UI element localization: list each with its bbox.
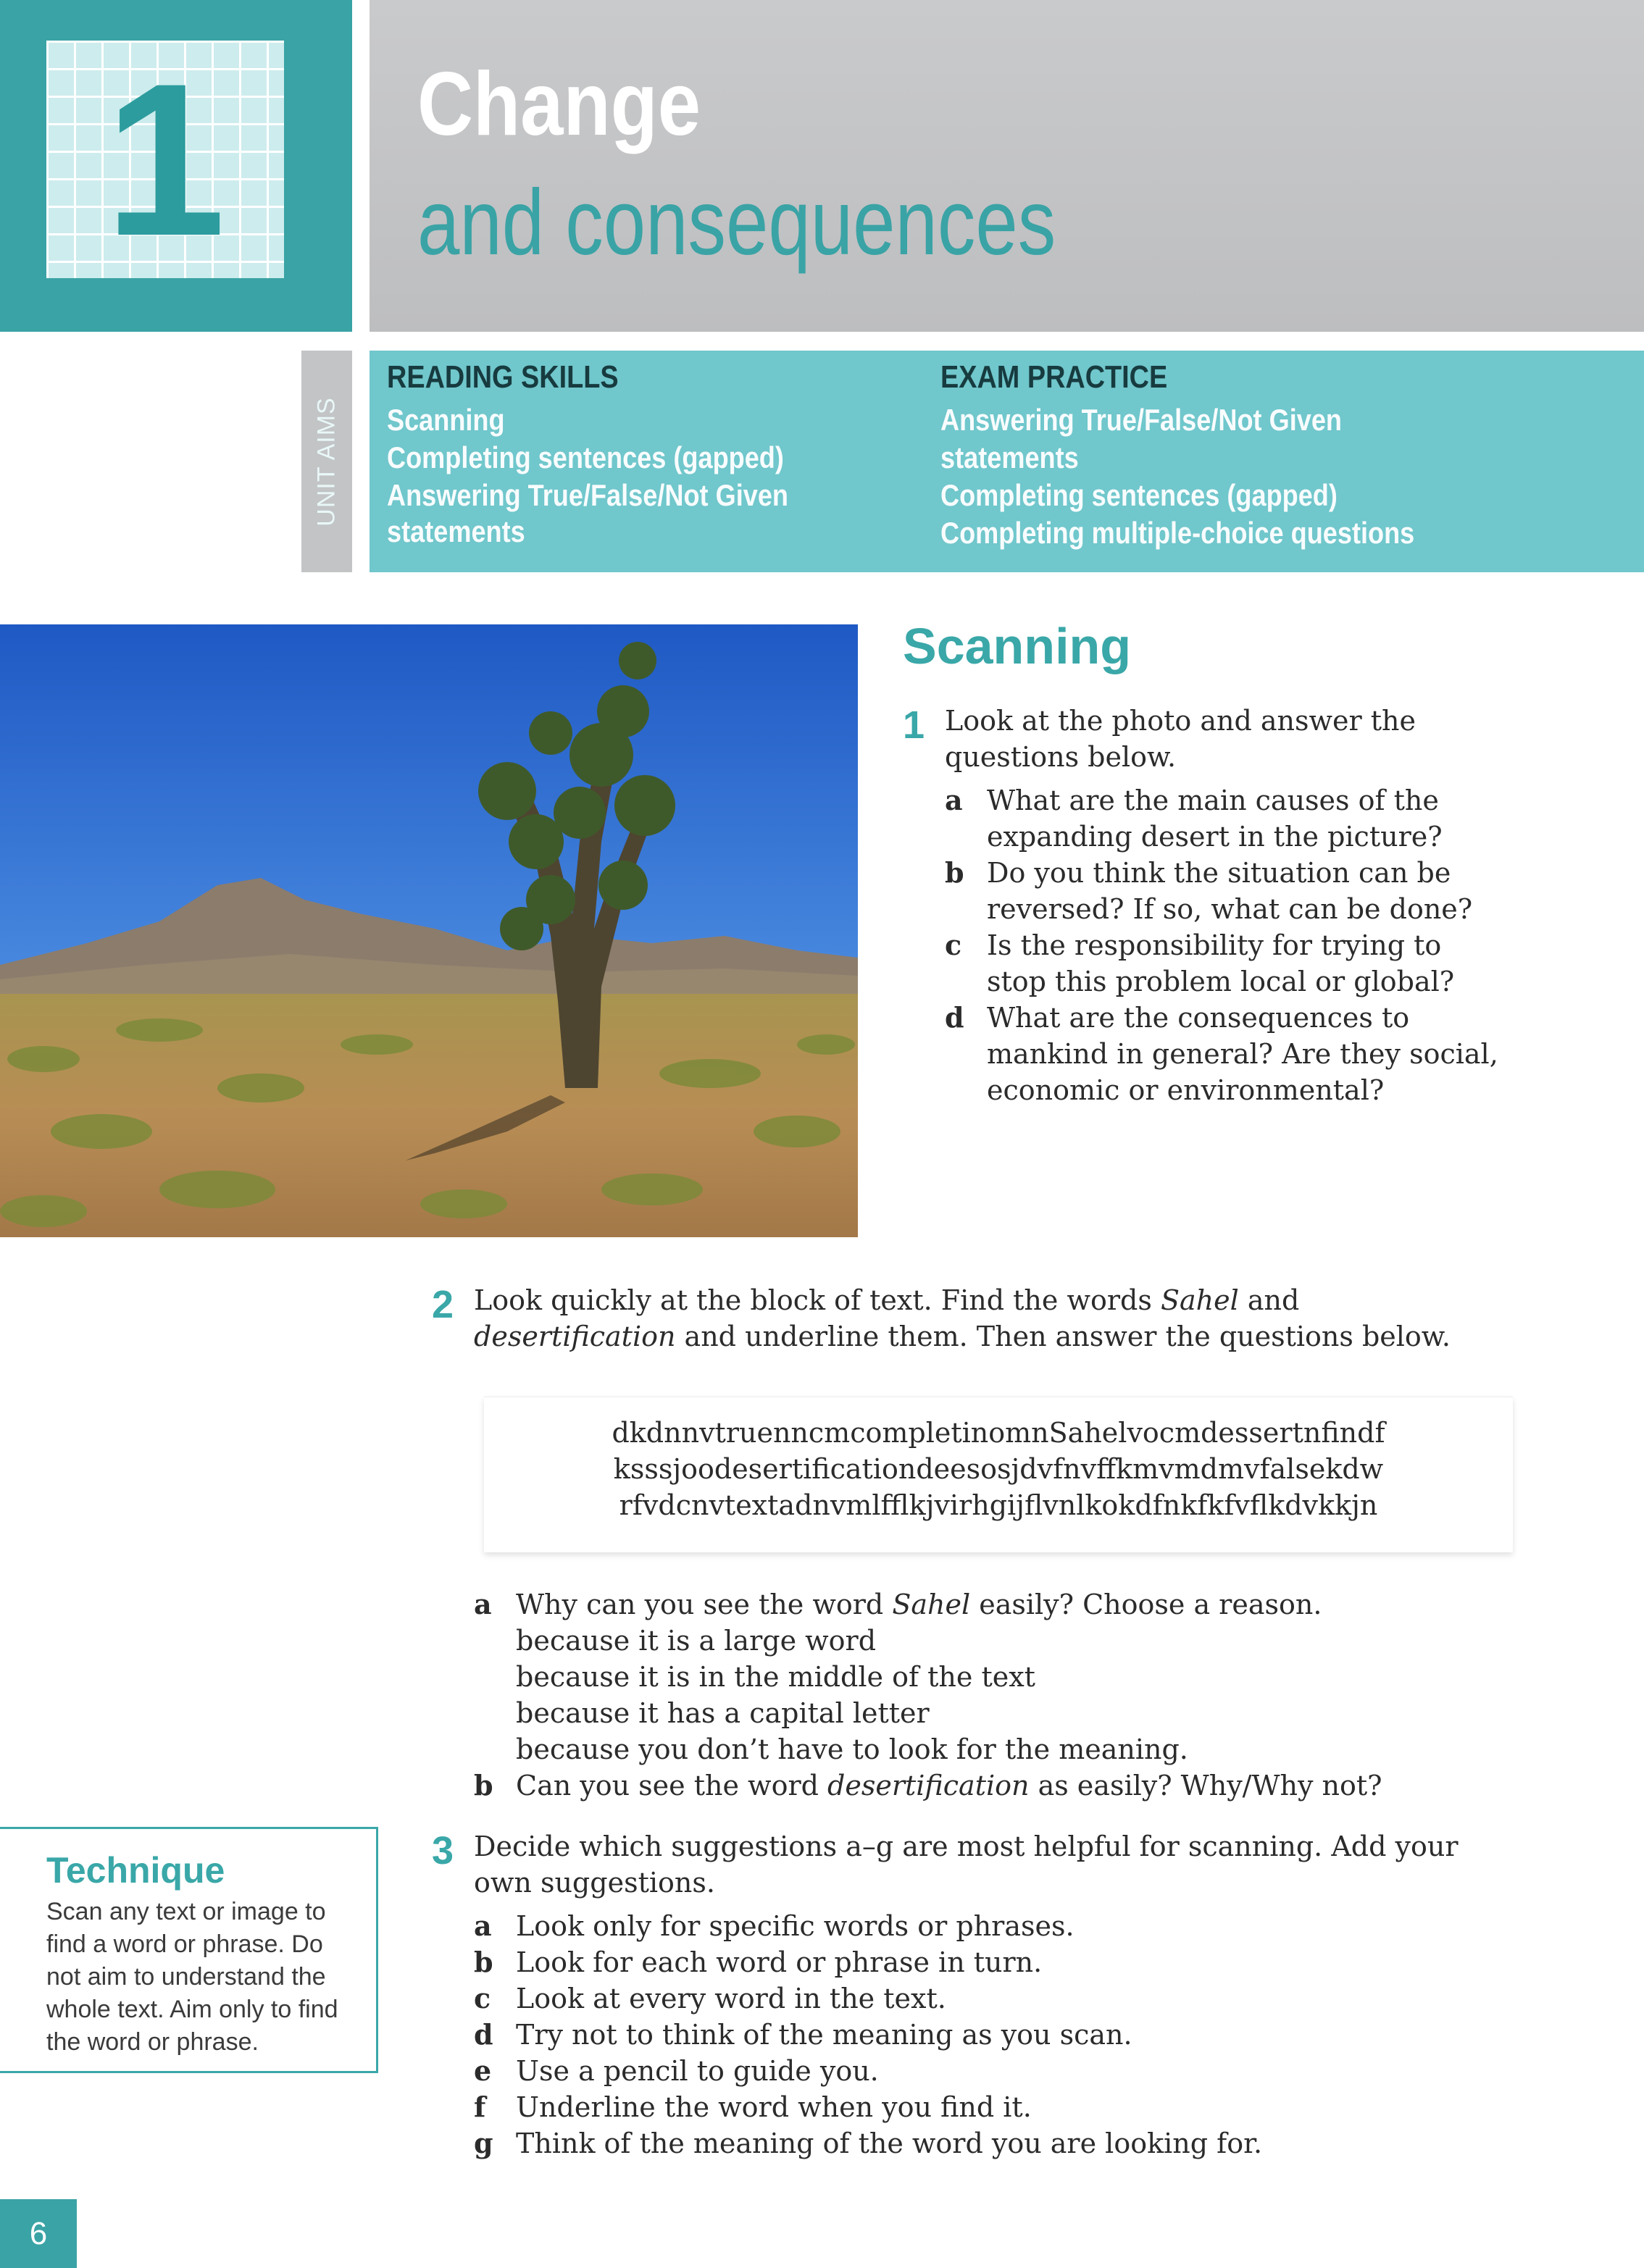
list-item: d Try not to think of the meaning as you scan. xyxy=(474,2018,1132,2051)
scanning-text-block xyxy=(484,1397,1513,1552)
list-item: b Can you see the word desertification as easily? Why/Why not? xyxy=(474,1769,1382,1802)
list-item: c Look at every word in the text. xyxy=(474,1982,946,2014)
question-2 xyxy=(432,1282,1475,1355)
unit-number: 1 xyxy=(104,38,226,281)
option-line: because it is in the middle of the text xyxy=(516,1661,1035,1693)
exam-practice-column xyxy=(940,359,1414,552)
question-3 xyxy=(432,1828,1475,2162)
list-item: a Why can you see the word Sahel easily? Choose a reason. xyxy=(474,1588,1322,1620)
question-number: 2 xyxy=(432,1283,454,1326)
title-banner xyxy=(370,0,1644,332)
aims-item: Completing sentences (gapped) xyxy=(387,440,784,474)
question-2-subitems xyxy=(474,1586,1488,1804)
unit-title-line1: Change xyxy=(417,54,701,154)
list-item: a Look only for specific words or phrases. xyxy=(474,1909,1075,1942)
aims-item: statements xyxy=(940,440,1079,474)
list-item: b Do you think the situation can be reversed? If so, what can be done? xyxy=(945,856,1473,925)
list-item: g Think of the meaning of the word you are looking for. xyxy=(474,2127,1263,2159)
text-line: ksssjoodesertificationdeesosjdvfnvffkmvmdmvfalsekdw xyxy=(613,1453,1384,1485)
reading-skills-heading: READING SKILLS xyxy=(387,359,619,395)
page-number: 6 xyxy=(29,2215,48,2251)
technique-text: Scan any text or image to find a word or phrase. Do not aim to understand the whole text. Aim only to find the word or phrase. xyxy=(46,1898,338,2056)
technique-title: Technique xyxy=(46,1850,225,1891)
exam-practice-heading: EXAM PRACTICE xyxy=(940,359,1168,395)
option-line: because you don’t have to look for the meaning. xyxy=(516,1733,1188,1765)
aims-item: Answering True/False/Not Given xyxy=(940,403,1342,437)
aims-item: Answering True/False/Not Given xyxy=(387,478,788,512)
desert-photo xyxy=(0,624,858,1237)
text-line: rfvdcnvtextadnvmlfflkjvirhgijflvnlkokdfnkfkfvflkdvkkjn xyxy=(619,1489,1378,1521)
list-item: b Look for each word or phrase in turn. xyxy=(474,1946,1043,1978)
page-number-tab xyxy=(0,2199,77,2268)
option-line: because it is a large word xyxy=(516,1625,877,1657)
text-line: dkdnnvtruenncmcompletinomnSahelvocmdessertnfindf xyxy=(612,1417,1385,1449)
question-prompt: Look quickly at the block of text. Find the words Sahel and desertification and underline them. Then answer the questions below. xyxy=(474,1284,1451,1352)
reading-skills-column xyxy=(387,359,788,551)
aims-item: Completing multiple-choice questions xyxy=(940,516,1415,550)
unit-title-line2: and consequences xyxy=(417,171,1056,275)
list-item: c Is the responsibility for trying to stop this problem local or global? xyxy=(945,929,1455,997)
list-item: d What are the consequences to mankind in general? Are they social, economic or environmental? xyxy=(945,1001,1498,1106)
aims-item: Completing sentences (gapped) xyxy=(940,478,1338,512)
aims-item: statements xyxy=(387,514,525,548)
list-item: a What are the main causes of the expanding desert in the picture? xyxy=(945,784,1443,853)
list-item: e Use a pencil to guide you. xyxy=(474,2054,879,2087)
aims-side-label: UNIT AIMS xyxy=(312,396,341,527)
question-prompt: Look at the photo and answer the questions below. xyxy=(945,705,1416,773)
question-1 xyxy=(903,703,1504,1108)
question-prompt: Decide which suggestions a–g are most helpful for scanning. Add your own suggestions. xyxy=(474,1830,1459,1899)
section-heading-scanning: Scanning xyxy=(903,618,1132,674)
option-line: because it has a capital letter xyxy=(516,1697,930,1729)
question-number: 1 xyxy=(903,703,925,747)
technique-box xyxy=(0,1827,378,2073)
list-item: f Underline the word when you find it. xyxy=(474,2091,1032,2123)
aims-item: Scanning xyxy=(387,403,505,437)
question-number: 3 xyxy=(432,1829,454,1872)
